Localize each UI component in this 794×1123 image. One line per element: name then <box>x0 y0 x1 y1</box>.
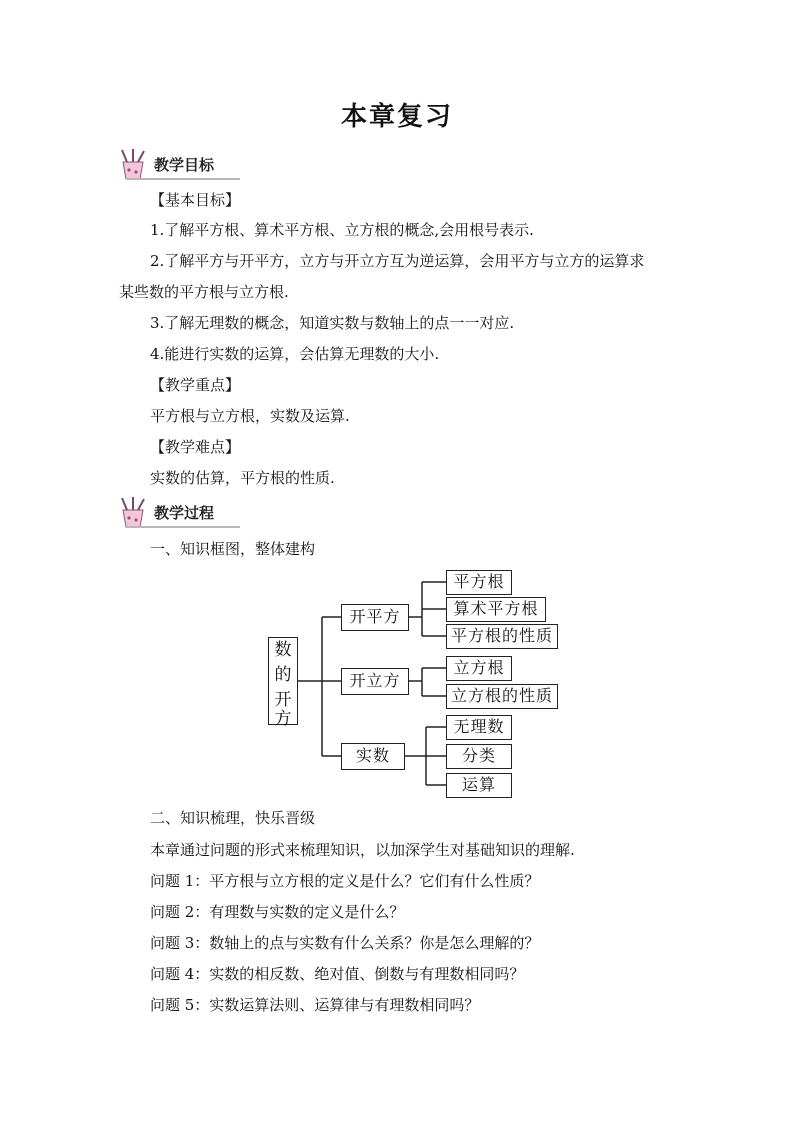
part1-heading: 一、知识框图，整体建构 <box>150 540 316 558</box>
diagram-leaf: 平方根 <box>446 570 512 595</box>
diagram-leaf: 立方根的性质 <box>446 684 558 709</box>
page-title: 本章复习 <box>340 102 453 132</box>
goal-item: 2.了解平方与开平方，立方与开立方互为逆运算，会用平方与立方的运算求 <box>150 252 645 270</box>
basic-goals-heading: 【基本目标】 <box>150 191 241 209</box>
goal-item: 3.了解无理数的概念，知道实数与数轴上的点一一对应. <box>150 314 515 332</box>
question-item: 问题 2：有理数与实数的定义是什么？ <box>150 903 405 921</box>
diagram-leaf: 立方根 <box>446 656 512 681</box>
part2-intro: 本章通过问题的形式来梳理知识，以加深学生对基础知识的理解. <box>150 841 575 859</box>
key-points-text: 平方根与立方根，实数及运算. <box>150 407 350 425</box>
diagram-leaf: 无理数 <box>446 715 512 740</box>
question-item: 问题 3：数轴上的点与实数有什么关系？你是怎么理解的？ <box>150 934 540 952</box>
question-item: 问题 1：平方根与立方根的定义是什么？它们有什么性质？ <box>150 872 540 890</box>
question-item: 问题 4：实数的相反数、绝对值、倒数与有理数相同吗？ <box>150 965 525 983</box>
diagram-leaf: 平方根的性质 <box>446 624 558 649</box>
goal-item: 4.能进行实数的运算，会估算无理数的大小. <box>150 345 440 363</box>
key-points-heading: 【教学重点】 <box>150 376 241 394</box>
diagram-leaf: 算术平方根 <box>446 597 546 622</box>
difficulties-heading: 【教学难点】 <box>150 438 241 456</box>
diagram-root-node: 数 的 开 方 <box>268 637 298 725</box>
part2-heading: 二、知识梳理，快乐晋级 <box>150 809 316 827</box>
section-label: 教学过程 <box>154 504 215 522</box>
difficulties-text: 实数的估算，平方根的性质. <box>150 469 335 487</box>
diagram-leaf: 运算 <box>446 773 512 798</box>
diagram-node-kaipingfang: 开平方 <box>341 604 409 631</box>
diagram-node-shishu: 实数 <box>341 743 405 770</box>
question-item: 问题 5：实数运算法则、运算律与有理数相同吗？ <box>150 996 480 1014</box>
diagram-leaf: 分类 <box>446 744 512 769</box>
goal-item: 1.了解平方根、算术平方根、立方根的概念,会用根号表示. <box>150 221 534 239</box>
goal-item-continued: 某些数的平方根与立方根. <box>119 283 289 301</box>
section-label: 教学目标 <box>154 156 215 174</box>
diagram-node-kailifang: 开立方 <box>341 668 409 695</box>
